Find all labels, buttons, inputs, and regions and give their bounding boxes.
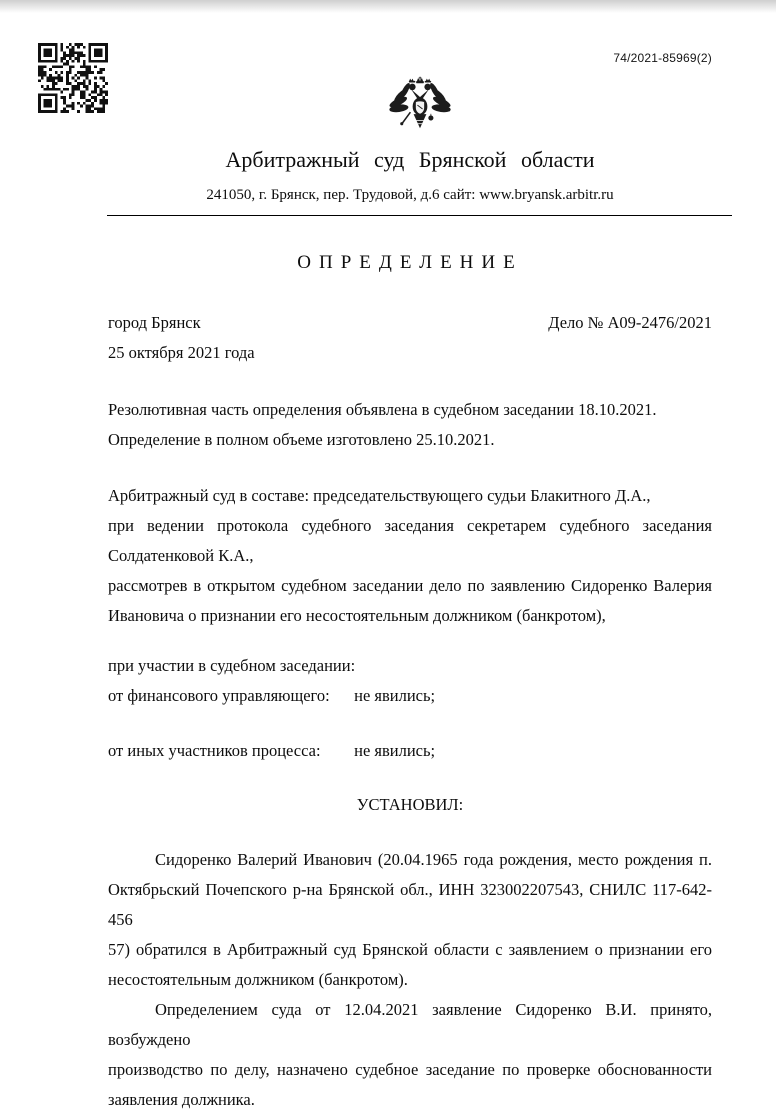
document-registry-number: 74/2021-85969(2) [613,51,712,65]
document-line: Определение в полном объеме изготовлено 25.10.2021. [108,430,495,449]
header-divider [107,215,732,216]
document-line: Ивановича о признании его несостоятельным должником (банкротом), [108,606,606,625]
participant-label: от иных участников процесса: [108,741,321,760]
document-line: Сидоренко Валерий Иванович (20.04.1965 года рождения, место рождения п. [155,850,712,869]
participant-label: от финансового управляющего: [108,686,330,705]
document-body [108,308,712,1115]
case-header-row [108,308,712,338]
participant-value: не явились; [354,686,436,705]
court-name: Арбитражный суд Брянской области [225,147,595,172]
case-date: 25 октября 2021 года [108,343,255,362]
qr-code-icon [38,43,108,113]
document-line: Резолютивная часть определения объявлена в судебном заседании 18.10.2021. [108,400,657,419]
document-title: ОПРЕДЕЛЕНИЕ [297,252,523,273]
document-line: Солдатенковой К.А., [108,546,254,565]
document-line: 57) обратился в Арбитражный суд Брянской области с заявлением о признании его [108,940,712,959]
document-line: несостоятельным должником (банкротом). [108,970,408,989]
case-city: город Брянск [108,313,201,332]
participants-intro: при участии в судебном заседании: [108,656,356,675]
document-line: Октябрьский Почепского р-на Брянской обл., ИНН 323002207543, СНИЛС 117-642-456 [108,880,712,929]
participant-row [108,681,712,711]
document-line: рассмотрев в открытом судебном заседании дело по заявлению Сидоренко Валерия [108,576,712,595]
resolution-heading: УСТАНОВИЛ: [356,795,464,814]
document-line: Определением суда от 12.04.2021 заявление Сидоренко В.И. принято, возбуждено [108,1000,712,1049]
case-number: Дело № А09-2476/2021 [548,313,712,332]
court-address: 241050, г. Брянск, пер. Трудовой, д.6 сайт: www.bryansk.arbitr.ru [206,187,614,203]
participant-row [108,736,712,766]
document-line: производство по делу, назначено судебное заседание по проверке обоснованности [108,1060,712,1079]
participant-value: не явились; [354,741,436,760]
russian-coat-of-arms-icon [388,74,452,144]
document-line: Арбитражный суд в составе: председательствующего судьи Блакитного Д.А., [108,486,651,505]
document-line: при ведении протокола судебного заседания секретарем судебного заседания [108,516,712,535]
page-top-shadow [0,0,776,13]
document-line: заявления должника. [108,1090,255,1109]
